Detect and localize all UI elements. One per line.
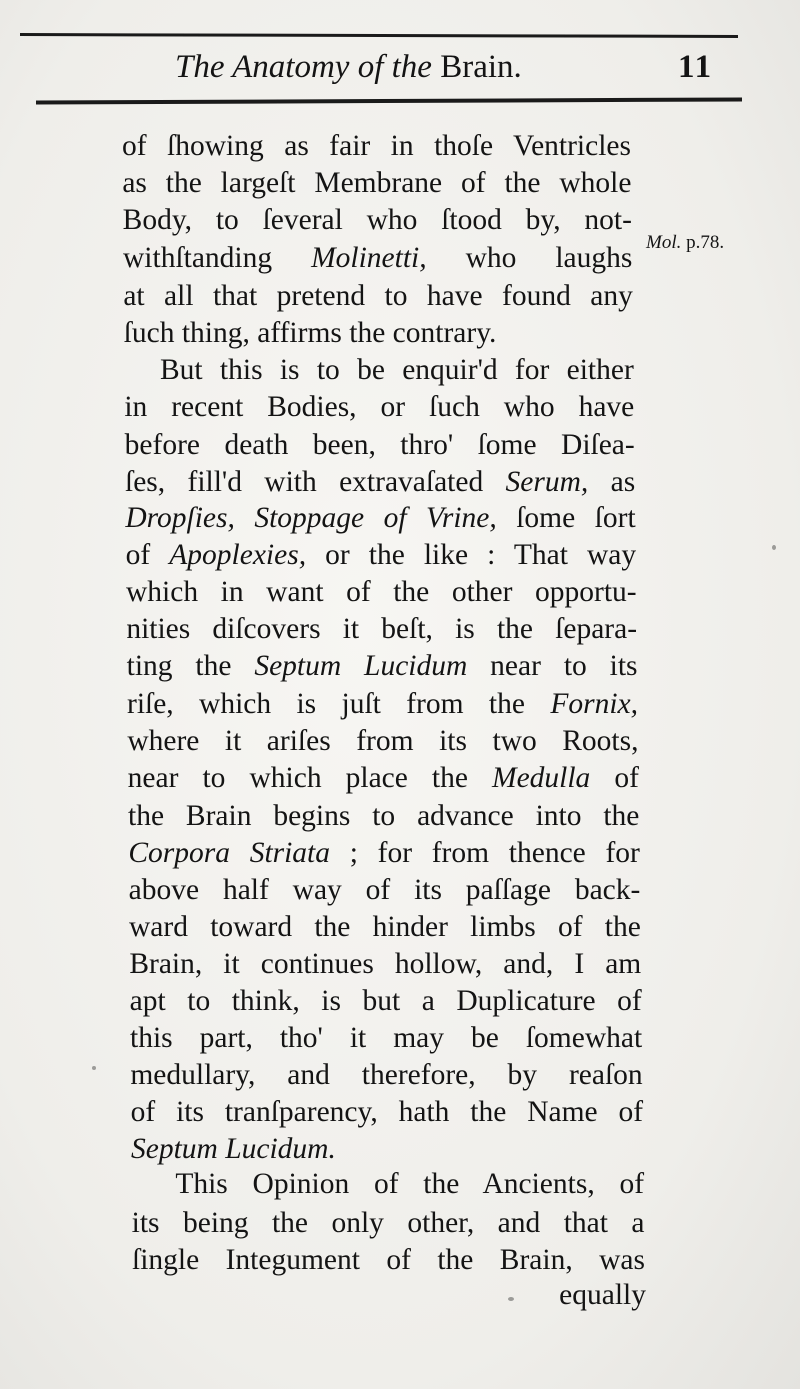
text-line [125, 464, 635, 500]
text-line [127, 686, 638, 722]
roman-text: where it ariſes from its two Roots, [127, 725, 639, 757]
margin-note-page: p.78. [681, 232, 725, 253]
roman-text: before death been, thro' ſome Diſea- [124, 429, 635, 461]
roman-text: nities diſcovers it beſt, is the ſepara- [126, 613, 638, 645]
text-line [160, 352, 634, 388]
roman-text: ſingle Integument of the Brain, was [132, 1244, 645, 1276]
text-line [124, 315, 634, 351]
text-line [124, 389, 634, 425]
page-number: 11 [678, 49, 714, 85]
catchword: equally [559, 1279, 646, 1311]
roman-text: withſtanding [123, 242, 312, 274]
ink-speck [508, 1297, 514, 1301]
italic-text: Dropſies, Stoppage of Vrine, [125, 502, 497, 534]
text-line [132, 1205, 645, 1241]
text-line [127, 723, 638, 759]
text-line [125, 500, 635, 536]
roman-text: ting the [126, 650, 255, 682]
text-line [123, 240, 632, 276]
roman-text: But this is to be enquir'd for either [160, 354, 634, 386]
roman-text: medullary, and therefore, by reaſon [130, 1059, 643, 1091]
text-line [127, 648, 638, 684]
text-line [125, 427, 635, 463]
text-line [122, 128, 631, 164]
text-line [126, 537, 636, 573]
roman-text: as [588, 466, 636, 498]
italic-text: Apoplexies, [169, 539, 307, 571]
roman-text: Brain, it continues hollow, and, I am [129, 948, 642, 980]
ink-speck [772, 545, 776, 550]
text-line [123, 278, 633, 314]
italic-text: Molinetti, [311, 242, 427, 274]
italic-text: Corpora Striata [128, 837, 331, 869]
roman-text: ward toward the hinder limbs of the [129, 911, 641, 943]
roman-text: the Brain begins to advance into the [128, 800, 640, 832]
text-line [130, 1020, 642, 1056]
italic-text: Septum Lucidum. [131, 1133, 336, 1165]
text-line [126, 574, 637, 610]
text-line [130, 1057, 642, 1093]
roman-text: its being the only other, and that a [131, 1207, 645, 1239]
text-line [132, 1242, 645, 1278]
italic-text: Fornix, [550, 688, 638, 720]
roman-text: in recent Bodies, or ſuch who have [124, 391, 635, 423]
roman-text: ſes, fill'd with extravaſated [125, 466, 506, 498]
roman-text: of ſhowing as fair in thoſe Ventricles [122, 130, 631, 162]
roman-text: which in want of the other opportu- [126, 576, 637, 608]
text-line [129, 909, 641, 945]
roman-text: near to its [467, 650, 638, 682]
ink-speck [92, 1066, 96, 1070]
roman-text: ſome ſort [496, 502, 636, 534]
italic-text: Medulla [492, 762, 591, 794]
italic-text: Serum, [505, 466, 589, 498]
text-line [175, 1166, 644, 1202]
margin-note-author: Mol. [646, 232, 682, 253]
roman-text: ; for from thence for [330, 837, 640, 869]
roman-text: at all that pretend to have found any [123, 280, 633, 312]
text-line [128, 798, 639, 834]
roman-text: who laughs [426, 242, 633, 274]
text-line [128, 760, 639, 796]
text-line [123, 202, 632, 238]
roman-text: or the like : That way [306, 539, 637, 571]
text-line [129, 946, 641, 982]
roman-text: apt to think, is but a Duplicature of [129, 985, 642, 1017]
roman-text: This Opinion of the Ancients, of [175, 1168, 645, 1200]
roman-text: of [590, 762, 639, 794]
roman-text: as the largeſt Membrane of the whole [122, 167, 632, 199]
running-head-roman: Brain. [431, 49, 522, 85]
roman-text: Body, to ſeveral who ſtood by, not- [122, 204, 632, 236]
text-line [129, 872, 641, 908]
roman-text: of [125, 539, 170, 571]
roman-text: near to which place the [127, 762, 492, 794]
text-line [131, 1131, 644, 1167]
roman-text: riſe, which is juſt from the [127, 688, 551, 720]
roman-text: this part, tho' it may be ſomewhat [130, 1022, 643, 1054]
text-line [131, 1094, 643, 1130]
roman-text: ſuch thing, affirms the contrary. [123, 317, 497, 349]
text-line [122, 165, 631, 201]
roman-text: of its tranſparency, hath the Name of [130, 1096, 644, 1128]
running-head-italic: The Anatomy of the [175, 49, 432, 85]
italic-text: Septum Lucidum [254, 650, 468, 682]
text-line [128, 835, 640, 871]
text-line [130, 983, 642, 1019]
roman-text: above half way of its paſſage back- [128, 874, 641, 906]
text-line [126, 611, 637, 647]
